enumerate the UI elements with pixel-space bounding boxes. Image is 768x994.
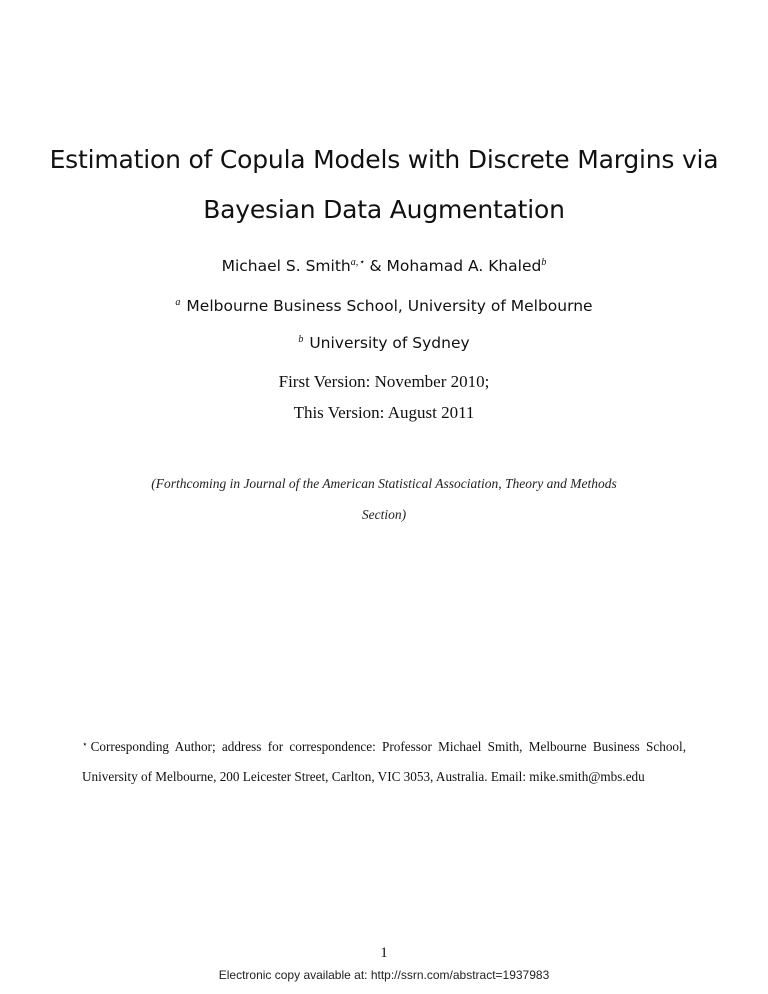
- paper-title-line-2: Bayesian Data Augmentation: [203, 195, 565, 224]
- forthcoming-note-line-1: (Forthcoming in Journal of the American Statistical Association, Theory and Methods: [151, 476, 617, 491]
- footnote-mark: ⋆: [82, 739, 88, 749]
- author-connector: &: [364, 257, 387, 276]
- footnote-text: Corresponding Author; address for correspondence: Professor Michael Smith, Melbourne Business School, University of Melbourne, 200 Leicester Street, Carlton, VIC 3053, Australia. Email: mike.smith@mbs.edu: [82, 739, 686, 784]
- author-affiliation-mark: a,⋆: [350, 257, 365, 268]
- affiliation-b: [0, 334, 768, 352]
- ssrn-availability-notice: Electronic copy available at: http://ssrn.com/abstract=1937983: [218, 968, 550, 982]
- author-name: Michael S. Smith: [221, 257, 351, 276]
- affiliation-mark: b: [298, 334, 304, 345]
- author-affiliation-mark: b: [541, 257, 547, 268]
- page-number: 1: [380, 945, 388, 961]
- author-list: [0, 257, 768, 275]
- affiliation-mark: a: [175, 297, 181, 308]
- affiliation-text: Melbourne Business School, University of Melbourne: [186, 297, 593, 316]
- corresponding-author-footnote: [82, 729, 686, 792]
- affiliation-a: [0, 297, 768, 315]
- paper-title-line-1: Estimation of Copula Models with Discrete Margins via: [49, 145, 719, 174]
- author-name: Mohamad A. Khaled: [386, 257, 542, 276]
- first-version: First Version: November 2010;: [278, 372, 490, 391]
- this-version: This Version: August 2011: [293, 403, 475, 422]
- affiliation-text: University of Sydney: [309, 334, 470, 353]
- forthcoming-note-line-2: Section): [361, 507, 407, 522]
